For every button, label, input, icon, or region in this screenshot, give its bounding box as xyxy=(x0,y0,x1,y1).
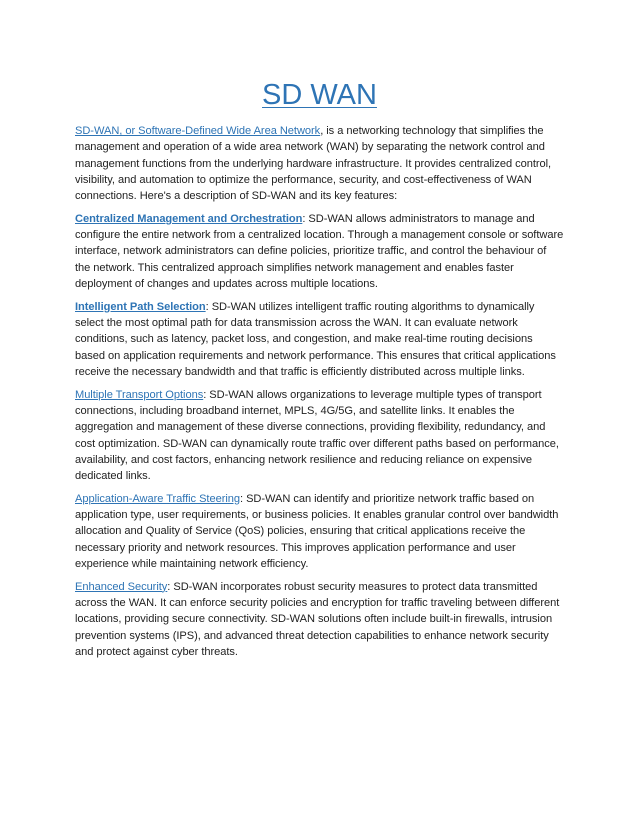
section-centralized-management xyxy=(75,211,564,292)
section-text: : SD-WAN utilizes intelligent traffic routing algorithms to dynamically select the most optimal path for data transmission across the WAN. It can evaluate network conditions, such as latency, packet loss, and congestion, and make real-time routing decisions based on application requirements and network performance. This ensures that critical applications receive the necessary bandwidth and that traffic is efficiently distributed across multiple links. xyxy=(75,300,556,378)
intro-paragraph xyxy=(75,123,564,204)
document-title: SD WAN xyxy=(262,79,377,111)
intro-text: , is a networking technology that simplifies the management and operation of a wide area network (WAN) by separating the network control and management functions from the underlying hardware infrastructure. It provides centralized control, visibility, and automation to optimize the performance, security, and cost-effectiveness of WAN connections. Here's a description of SD-WAN and its key features: xyxy=(75,125,552,203)
intro-link[interactable]: SD-WAN, or Software-Defined Wide Area Network xyxy=(75,125,321,137)
section-heading-link[interactable]: Multiple Transport Options xyxy=(75,388,204,401)
section-text: : SD-WAN can identify and prioritize network traffic based on application type, user requirements, or business policies. It enables granular control over bandwidth allocation and Quality of Service (QoS) policies, ensuring that critical applications receive the necessary priority and network resources. This improves application performance and user experience while maintaining network efficiency. xyxy=(75,492,559,570)
section-multiple-transport xyxy=(75,387,564,485)
section-heading-link[interactable]: Application-Aware Traffic Steering xyxy=(75,492,240,505)
section-text: : SD-WAN allows administrators to manage and configure the entire network from a centralized location. Through a management console or software interface, network administrators can define policies, prioritize traffic, and control the behaviour of the network. This centralized approach simplifies network management and enables faster deployment of changes and updates across multiple locations. xyxy=(75,212,564,291)
section-text: : SD-WAN allows organizations to leverage multiple types of transport connections, including broadband internet, MPLS, 4G/5G, and satellite links. It enables the aggregation and management of these diverse connections, providing flexibility, redundancy, and cost optimization. SD-WAN can dynamically route traffic over different paths based on performance, availability, and cost factors, enhancing network resilience and reducing reliance on expensive dedicated links. xyxy=(75,388,559,483)
section-intelligent-path xyxy=(75,299,564,380)
section-application-aware xyxy=(75,491,564,572)
section-heading-link[interactable]: Intelligent Path Selection xyxy=(75,300,206,313)
section-enhanced-security xyxy=(75,579,564,660)
section-heading-link[interactable]: Centralized Management and Orchestration xyxy=(75,212,303,225)
section-heading-link[interactable]: Enhanced Security xyxy=(75,580,168,593)
section-text: : SD-WAN incorporates robust security measures to protect data transmitted across the WAN. It can enforce security policies and encryption for traffic traveling between different locations, providing secure connectivity. SD-WAN solutions often include built-in firewalls, intrusion prevention systems (IPS), and advanced threat detection capabilities to enhance network security and protect against cyber threats. xyxy=(75,580,560,658)
